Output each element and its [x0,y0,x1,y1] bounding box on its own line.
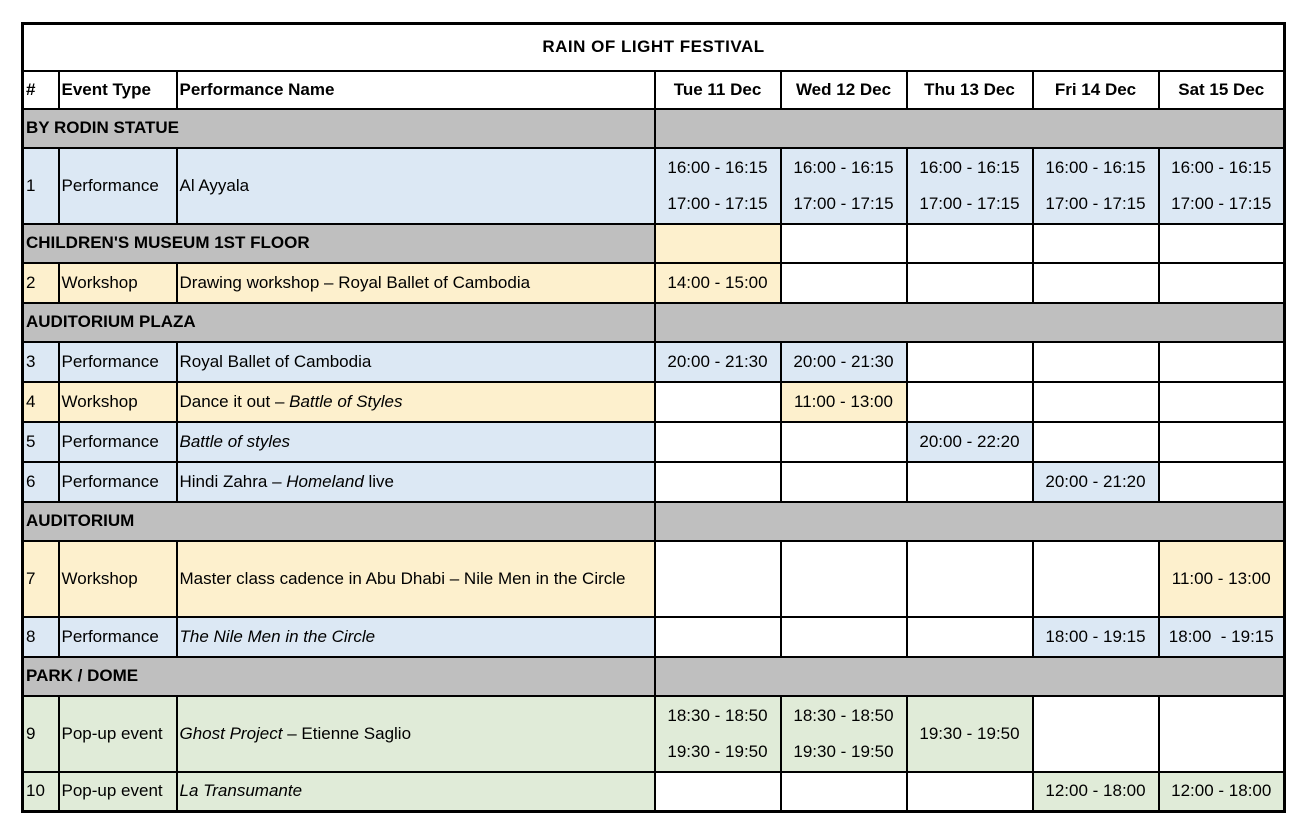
day-time-cell [907,772,1033,812]
column-header: Tue 11 Dec [655,71,781,109]
performance-name-text: live [363,471,395,491]
time-range: 20:00 - 21:20 [1045,471,1146,491]
section-day-cell [1159,224,1285,263]
header-row [23,71,1285,109]
performance-name-text: Battle of styles [179,431,291,451]
day-time-cell [1159,342,1285,382]
day-time-cell [781,263,907,303]
time-range: 18:00 - 19:15 [1168,626,1274,646]
performance-name-cell [177,462,655,502]
time-range: 20:00 - 21:30 [667,351,768,371]
performance-name-text: Royal Ballet of Cambodia [179,351,372,371]
event-type-cell: Performance [59,617,177,657]
column-header: Wed 12 Dec [781,71,907,109]
event-row [23,541,1285,617]
day-time-cell [1159,772,1285,812]
performance-name-cell [177,772,655,812]
day-time-cell [1033,541,1159,617]
section-title: AUDITORIUM [23,502,655,541]
time-range: 12:00 - 18:00 [1045,781,1146,801]
event-type-cell: Workshop [59,382,177,422]
day-time-cell [1033,382,1159,422]
time-range: 16:00 - 16:15 [667,157,768,177]
day-time-cell [1159,422,1285,462]
performance-name-cell [177,382,655,422]
time-range: 17:00 - 17:15 [1171,193,1272,213]
day-time-cell [1159,462,1285,502]
day-time-cell [1159,382,1285,422]
time-range: 11:00 - 13:00 [1171,568,1271,588]
row-number-cell: 7 [23,541,59,617]
day-time-cell [1033,342,1159,382]
performance-name-cell [177,342,655,382]
day-time-cell [781,617,907,657]
event-row [23,382,1285,422]
day-time-cell [655,541,781,617]
day-time-cell [1033,696,1159,772]
day-time-cell [1033,772,1159,812]
time-range: 11:00 - 13:00 [794,391,893,411]
day-time-cell [1033,148,1159,224]
day-time-cell [781,422,907,462]
row-number-cell: 9 [23,696,59,772]
event-type-cell: Workshop [59,263,177,303]
event-row [23,772,1285,812]
performance-name-text: Ghost Project [179,723,283,743]
event-type-cell: Performance [59,342,177,382]
row-number-cell: 1 [23,148,59,224]
time-range: 18:30 - 18:50 [793,705,894,725]
performance-name-text: The Nile Men in the Circle [179,626,376,646]
row-number-cell: 5 [23,422,59,462]
section-row [23,224,1285,263]
event-row [23,148,1285,224]
time-range: 19:30 - 19:50 [793,741,894,761]
section-title: CHILDREN'S MUSEUM 1ST FLOOR [23,224,655,263]
time-range: 14:00 - 15:00 [667,272,768,292]
performance-name-text: La Transumante [179,781,303,801]
day-time-cell [907,422,1033,462]
time-range: 20:00 - 22:20 [919,431,1020,451]
row-number-cell: 10 [23,772,59,812]
day-time-cell [1159,541,1285,617]
day-time-cell [655,617,781,657]
section-row [23,502,1285,541]
event-row [23,342,1285,382]
column-header: Event Type [59,71,177,109]
day-time-cell [655,148,781,224]
column-header: Fri 14 Dec [1033,71,1159,109]
event-type-cell: Performance [59,462,177,502]
performance-name-text: Drawing workshop – Royal Ballet of Cambodia [179,272,531,292]
section-days-fill [655,657,1285,696]
day-time-cell [1033,462,1159,502]
row-number-cell: 3 [23,342,59,382]
section-days-fill [655,502,1285,541]
day-time-cell [655,772,781,812]
performance-name-cell [177,263,655,303]
section-day-cell [655,224,781,263]
time-range: 17:00 - 17:15 [667,193,768,213]
day-time-cell [907,148,1033,224]
section-title: PARK / DOME [23,657,655,696]
time-range: 12:00 - 18:00 [1171,781,1272,801]
day-time-cell [1159,148,1285,224]
day-time-cell [907,263,1033,303]
day-time-cell [781,541,907,617]
day-time-cell [655,696,781,772]
event-type-cell: Performance [59,148,177,224]
column-header: # [23,71,59,109]
day-time-cell [907,617,1033,657]
time-range: 16:00 - 16:15 [919,157,1020,177]
festival-schedule-table [21,22,1286,813]
column-header: Sat 15 Dec [1159,71,1285,109]
performance-name-text: Master class cadence in Abu Dhabi – Nile Men in the Circle [179,568,626,588]
column-header: Thu 13 Dec [907,71,1033,109]
section-days-fill [655,303,1285,342]
day-time-cell [907,462,1033,502]
event-type-cell: Pop-up event [59,696,177,772]
performance-name-cell [177,148,655,224]
event-row [23,263,1285,303]
day-time-cell [1159,696,1285,772]
performance-name-text: Homeland [286,471,364,491]
event-type-cell: Performance [59,422,177,462]
event-row [23,462,1285,502]
performance-name-text: – Etienne Saglio [282,723,412,743]
day-time-cell [781,772,907,812]
time-range: 17:00 - 17:15 [1045,193,1146,213]
time-range: 16:00 - 16:15 [793,157,894,177]
section-day-cell [907,224,1033,263]
day-time-cell [1033,617,1159,657]
day-time-cell [655,342,781,382]
day-time-cell [781,342,907,382]
performance-name-text: Dance it out – [179,391,290,411]
section-title: AUDITORIUM PLAZA [23,303,655,342]
performance-name-cell [177,696,655,772]
event-row [23,422,1285,462]
time-range: 19:30 - 19:50 [919,723,1020,743]
day-time-cell [781,148,907,224]
day-time-cell [1033,422,1159,462]
event-type-cell: Pop-up event [59,772,177,812]
section-day-cell [1033,224,1159,263]
section-row [23,657,1285,696]
section-days-fill [655,109,1285,148]
day-time-cell [655,462,781,502]
day-time-cell [1159,617,1285,657]
day-time-cell [655,422,781,462]
column-header: Performance Name [177,71,655,109]
time-range: 17:00 - 17:15 [793,193,894,213]
day-time-cell [1033,263,1159,303]
performance-name-text: Hindi Zahra – [179,471,287,491]
page-title: RAIN OF LIGHT FESTIVAL [23,24,1285,71]
section-day-cell [781,224,907,263]
day-time-cell [907,342,1033,382]
time-range: 18:30 - 18:50 [667,705,768,725]
performance-name-cell [177,617,655,657]
title-row [23,24,1285,71]
day-time-cell [907,541,1033,617]
row-number-cell: 6 [23,462,59,502]
time-range: 20:00 - 21:30 [793,351,894,371]
section-row [23,303,1285,342]
section-title: BY RODIN STATUE [23,109,655,148]
performance-name-text: Battle of Styles [289,391,403,411]
row-number-cell: 8 [23,617,59,657]
day-time-cell [781,696,907,772]
day-time-cell [907,382,1033,422]
time-range: 16:00 - 16:15 [1171,157,1272,177]
day-time-cell [655,382,781,422]
day-time-cell [907,696,1033,772]
event-type-cell: Workshop [59,541,177,617]
time-range: 18:00 - 19:15 [1045,626,1146,646]
time-range: 16:00 - 16:15 [1045,157,1146,177]
day-time-cell [655,263,781,303]
row-number-cell: 2 [23,263,59,303]
time-range: 19:30 - 19:50 [667,741,768,761]
day-time-cell [1159,263,1285,303]
performance-name-cell [177,422,655,462]
performance-name-cell [177,541,655,617]
time-range: 17:00 - 17:15 [919,193,1020,213]
day-time-cell [781,462,907,502]
event-row [23,696,1285,772]
row-number-cell: 4 [23,382,59,422]
section-row [23,109,1285,148]
performance-name-text: Al Ayyala [179,175,250,195]
event-row [23,617,1285,657]
day-time-cell [781,382,907,422]
